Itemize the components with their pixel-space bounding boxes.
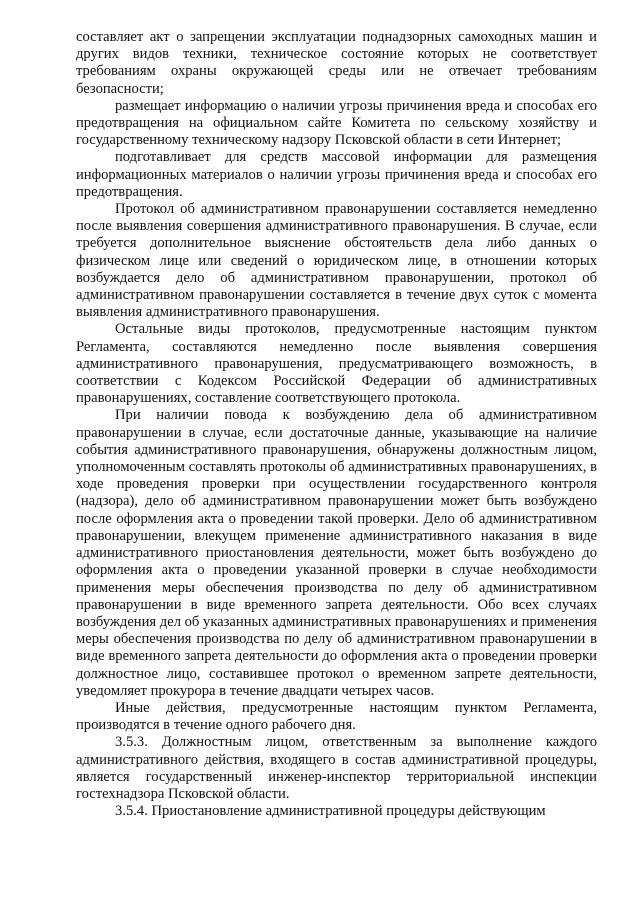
paragraph-9: 3.5.4. Приостановление административной процедуры действующим (115, 803, 546, 820)
paragraph-7: Иные действия, предусмотренные настоящим пунктом Регламента, производятся в течение одного рабочего дня. (76, 699, 597, 734)
paragraph-6: При наличии повода к возбуждению дела об административном правонарушении в случае, если достаточные данные, указывающие на наличие события административного правонарушения, обнаружены должностным лицом, уполномоченным составлять протоколы об административных правонарушениях, в ходе проведения проверки при осуществлении государственного контроля (надзора), дело об административном правонарушении может быть возбуждено после оформления акта о проведении такой проверки. Дело об административном правонарушении, влекущем применение административного наказания в виде административного приостановления деятельности, может быть возбуждено до оформления акта о проведении указанной проверки в случае необходимости применения меры обеспечения производства по делу об административном правонарушении в виде временного запрета деятельности. Обо всех случаях возбуждения дел об указанных административных правонарушениях и применения меры обеспечения производства по делу об административном правонарушении в виде временного запрета деятельности до оформления акта о проведении проверки должностное лицо, составившее протокол о временном запрете деятельности, уведомляет прокурора в течение двадцати четырех часов. (76, 407, 597, 699)
document-page (76, 29, 597, 820)
paragraph-4: Протокол об административном правонарушении составляется немедленно после выявления совершения административного правонарушения. В случае, если требуется дополнительное выяснение обстоятельств дела либо данных о физическом лице или сведений о юридическом лице, в отношении которых возбуждается дело об административном правонарушении, протокол об административном правонарушении составляется в течение двух суток с момента выявления административного правонарушения. (76, 201, 597, 321)
paragraph-8: 3.5.3. Должностным лицом, ответственным за выполнение каждого административного действия, входящего в состав административной процедуры, является государственный инженер-инспектор территориальной инспекции гостехнадзора Псковской области. (76, 734, 597, 802)
paragraph-2: размещает информацию о наличии угрозы причинения вреда и способах его предотвращения на официальном сайте Комитета по сельскому хозяйству и государственному техническому надзору Псковской области в сети Интернет; (76, 97, 597, 149)
paragraph-5: Остальные виды протоколов, предусмотренные настоящим пунктом Регламента, составляются немедленно после выявления совершения административного правонарушения, предусматривающего возможность, в соответствии с Кодексом Российской Федерации об административных правонарушениях, составление соответствующего протокола. (76, 321, 597, 407)
paragraph-3: подготавливает для средств массовой информации для размещения информационных материалов о наличии угрозы причинения вреда и способах его предотвращения. (76, 149, 597, 200)
paragraph-1: составляет акт о запрещении эксплуатации поднадзорных самоходных машин и других видов техники, техническое состояние которых не соответствует требованиям охраны окружающей среды или не отвечает требованиям безопасности; (76, 29, 597, 97)
